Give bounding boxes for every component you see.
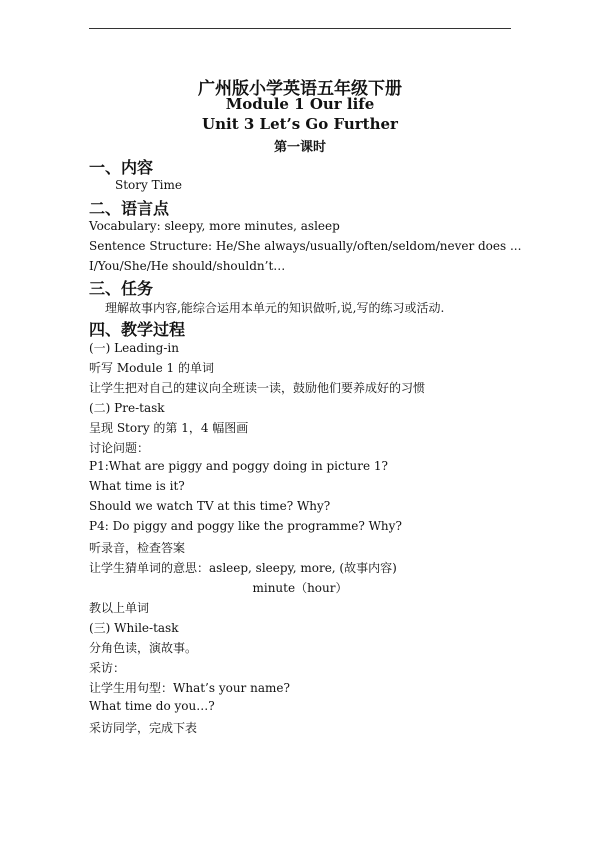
process-line: 让学生把对自己的建议向全班读一读，鼓励他们要养成好的习惯 — [89, 381, 426, 395]
process-line: Should we watch TV at this time? Why? — [89, 499, 331, 513]
lesson-title: 第一课时 — [273, 140, 326, 155]
process-line-centered: minute（hour） — [252, 581, 348, 595]
process-line: 采访同学，完成下表 — [89, 721, 198, 735]
process-line: (三) While-task — [89, 621, 179, 635]
process-line: 让学生用句型：What’s your name? — [89, 681, 290, 695]
section-heading-process: 四、教学过程 — [89, 320, 186, 339]
task-line: 理解故事内容,能综合运用本单元的知识做听,说,写的练习或活动. — [105, 301, 445, 315]
language-line: Vocabulary: sleepy, more minutes, asleep — [89, 219, 340, 233]
process-line: 听写 Module 1 的单词 — [89, 361, 214, 375]
section-heading-content: 一、内容 — [89, 158, 154, 177]
process-line: P1:What are piggy and poggy doing in picture 1? — [89, 459, 388, 473]
language-line: I/You/She/He should/shouldn’t… — [89, 259, 286, 273]
process-line: 呈现 Story 的第 1，4 幅图画 — [89, 421, 249, 435]
process-line: 听录音，检查答案 — [89, 541, 186, 555]
process-line: 教以上单词 — [89, 601, 150, 615]
process-line: 采访： — [89, 661, 126, 675]
process-line: 让学生猜单词的意思：asleep, sleepy, more, (故事内容) — [89, 561, 397, 575]
content-line: Story Time — [115, 178, 182, 192]
unit-title: Unit 3 Let’s Go Further — [202, 115, 398, 133]
section-heading-task: 三、任务 — [89, 279, 154, 298]
process-line: (二) Pre-task — [89, 401, 165, 415]
language-line: Sentence Structure: He/She always/usually/often/seldom/never does ... — [89, 239, 522, 253]
module-title: Module 1 Our life — [225, 95, 375, 113]
process-line: What time do you…? — [89, 699, 215, 713]
process-line: 讨论问题： — [89, 441, 150, 455]
section-heading-language: 二、语言点 — [89, 199, 170, 218]
process-line: (一) Leading-in — [89, 341, 179, 355]
top-rule — [89, 28, 511, 29]
doc-title: 广州版小学英语五年级下册 — [198, 79, 402, 99]
process-line: P4: Do piggy and poggy like the programme? Why? — [89, 519, 402, 533]
process-line: 分角色读，演故事。 — [89, 641, 198, 655]
process-line: What time is it? — [89, 479, 185, 493]
